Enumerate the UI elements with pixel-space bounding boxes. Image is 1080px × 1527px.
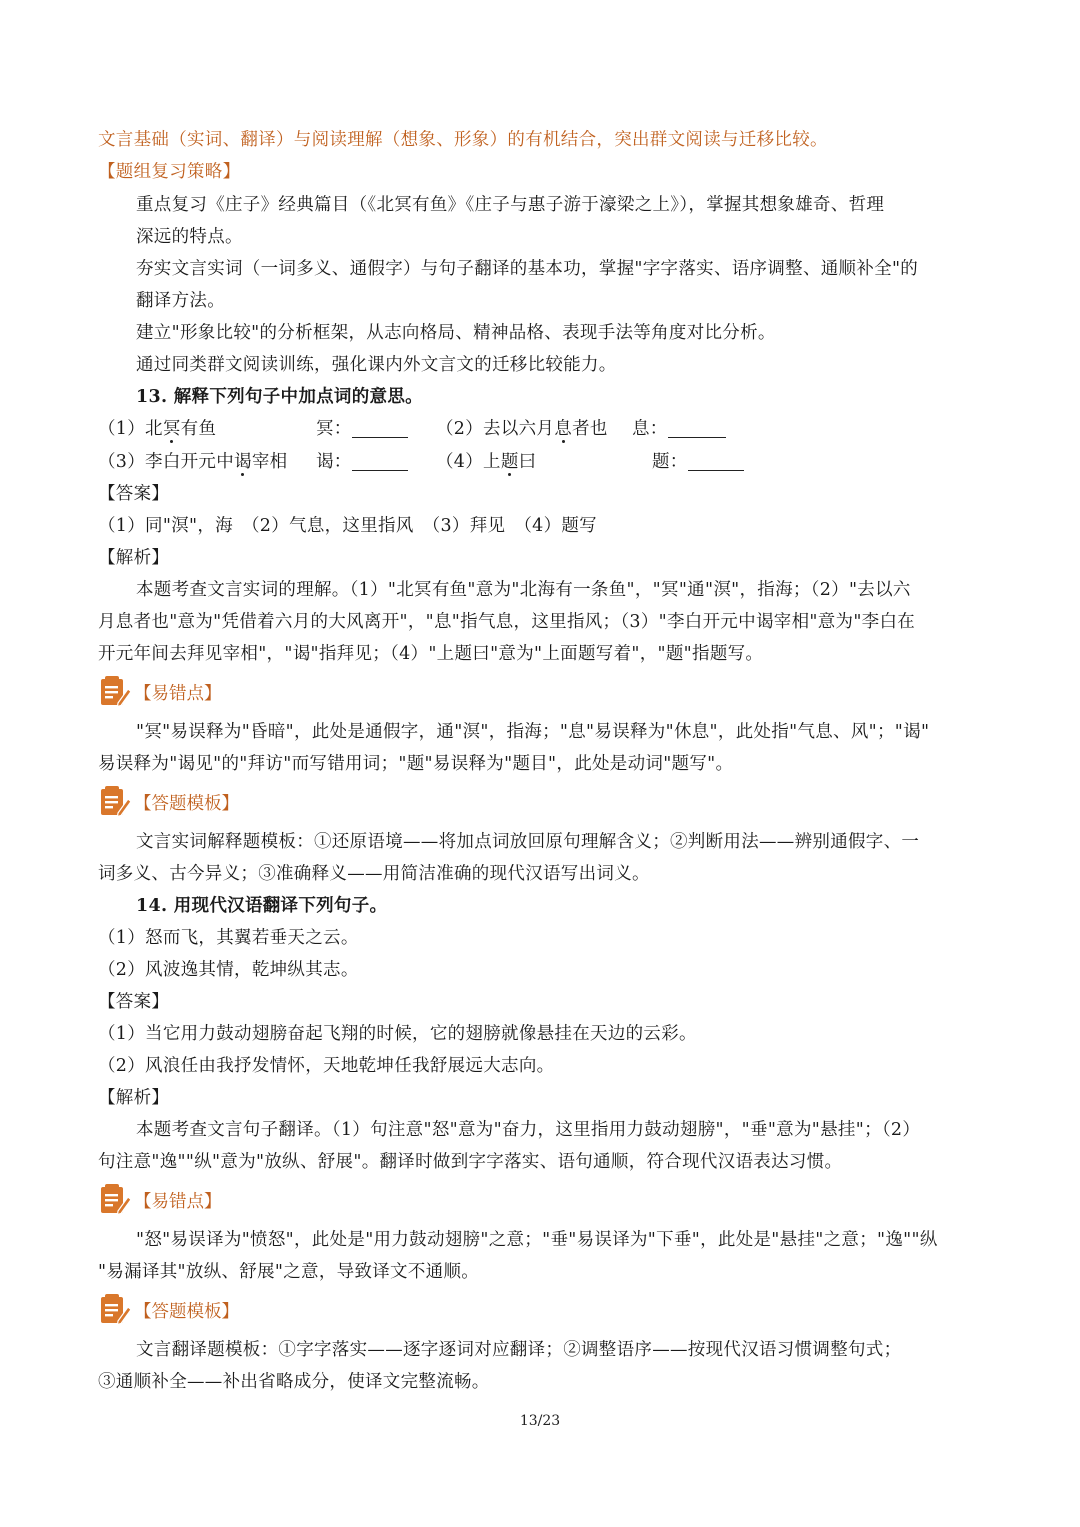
q13-item-2: （2）去以六月息者也 — [436, 419, 608, 439]
q14-template-line-1: 文言翻译题模板：①字字落实——逐字逐词对应翻译；②调整语序——按现代汉语习惯调整句式； — [136, 1340, 902, 1360]
q14-error-header — [98, 1182, 222, 1218]
q14-item-2: （2）风波逸其情，乾坤纵其志。 — [98, 960, 359, 980]
emphasis-dot-char: 题 — [500, 452, 519, 472]
q14-answer-1: （1）当它用力鼓动翅膀奋起飞翔的时候，它的翅膀就像悬挂在天边的云彩。 — [98, 1024, 697, 1044]
note-pencil-icon — [98, 785, 132, 819]
q14-item-1: （1）怒而飞，其翼若垂天之云。 — [98, 928, 359, 948]
strategy-heading: 【题组复习策略】 — [98, 162, 241, 182]
intro-line: 文言基础（实词、翻译）与阅读理解（想象、形象）的有机结合，突出群文阅读与迁移比较。 — [98, 130, 828, 150]
strategy-paragraph-2: 夯实文言实词（一词多义、通假字）与句子翻译的基本功，掌握"字字落实、语序调整、通顺补全"的 — [136, 259, 919, 279]
q14-answer-2: （2）风浪任由我抒发情怀，天地乾坤任我舒展远大志向。 — [98, 1056, 555, 1076]
q13-item-2-answer: 息： — [632, 413, 726, 445]
q13-template-heading: 【答题模板】 — [134, 793, 239, 814]
note-pencil-icon — [98, 1293, 132, 1327]
q13-error-heading: 【易错点】 — [134, 683, 222, 704]
q13-analysis-heading: 【解析】 — [98, 548, 170, 568]
note-pencil-icon — [98, 675, 132, 709]
q14-analysis-line-2: 句注意"逸""纵"意为"放纵、舒展"。翻译时做到字字落实、语句通顺，符合现代汉语表达习惯。 — [98, 1152, 843, 1172]
q13-error-header — [98, 674, 222, 710]
q14-template-heading: 【答题模板】 — [134, 1301, 239, 1322]
q14-template-line-2: ③通顺补全——补出省略成分，使译文完整流畅。 — [98, 1372, 490, 1392]
q13-item-1: （1）北冥有鱼 — [98, 419, 217, 439]
q14-error-line-2: "易漏译其"放纵、舒展"之意，导致译文不通顺。 — [98, 1262, 480, 1282]
q13-item-4-answer: 题： — [652, 446, 744, 478]
q13-template-header — [98, 784, 239, 820]
answer-blank[interactable] — [352, 417, 408, 438]
q13-item-4: （4）上题曰 — [436, 452, 537, 472]
q13-template-line-2: 词多义、古今异义；③准确释义——用简洁准确的现代汉语写出词义。 — [98, 864, 650, 884]
answer-blank[interactable] — [668, 417, 726, 438]
answer-blank[interactable] — [688, 450, 744, 471]
strategy-paragraph-4: 通过同类群文阅读训练，强化课内外文言文的迁移比较能力。 — [136, 355, 617, 375]
note-pencil-icon — [98, 1183, 132, 1217]
q14-error-heading: 【易错点】 — [134, 1191, 222, 1212]
q13-analysis-line-1: 本题考查文言实词的理解。（1）"北冥有鱼"意为"北海有一条鱼"，"冥"通"溟"，指海；（2）"去以六 — [136, 580, 911, 600]
q14-error-line-1: "怒"易误译为"愤怒"，此处是"用力鼓动翅膀"之意；"垂"易误译为"下垂"，此处是"悬挂"之意；"逸""纵 — [136, 1230, 938, 1250]
question-13-title: 13. 解释下列句子中加点词的意思。 — [136, 387, 423, 407]
q13-error-line-1: "冥"易误释为"昏暗"，此处是通假字，通"溟"，指海；"息"易误释为"休息"，此处指"气息、风"；"谒" — [136, 722, 930, 742]
q13-answer: （1）同"溟"，海 （2）气息，这里指风 （3）拜见 （4）题写 — [98, 516, 597, 536]
answer-blank[interactable] — [352, 450, 408, 471]
q13-answer-heading: 【答案】 — [98, 484, 170, 504]
strategy-paragraph-2-cont: 翻译方法。 — [136, 291, 225, 311]
q13-item-3: （3）李白开元中谒宰相 — [98, 452, 288, 472]
q13-item-1-answer: 冥： — [316, 413, 408, 445]
strategy-paragraph-3: 建立"形象比较"的分析框架，从志向格局、精神品格、表现手法等角度对比分析。 — [136, 323, 776, 343]
q13-analysis-line-2: 月息者也"意为"凭借着六月的大风离开"，"息"指气息，这里指风；（3）"李白开元中谒宰相"意为"李白在 — [98, 612, 916, 632]
question-14-title: 14. 用现代汉语翻译下列句子。 — [136, 896, 388, 916]
page-number: 13/23 — [519, 1413, 561, 1429]
emphasis-dot-char: 谒 — [234, 452, 252, 472]
q14-answer-heading: 【答案】 — [98, 992, 170, 1012]
q14-analysis-heading: 【解析】 — [98, 1088, 170, 1108]
strategy-paragraph-1: 重点复习《庄子》经典篇目（《北冥有鱼》《庄子与惠子游于濠梁之上》），掌握其想象雄奇、哲理 — [136, 195, 885, 215]
emphasis-dot-char: 冥 — [162, 419, 181, 439]
q14-template-header — [98, 1292, 239, 1328]
q13-item-3-answer: 谒： — [316, 446, 408, 478]
q13-template-line-1: 文言实词解释题模板：①还原语境——将加点词放回原句理解含义；②判断用法——辨别通假字、一 — [136, 832, 920, 852]
q14-analysis-line-1: 本题考查文言句子翻译。（1）句注意"怒"意为"奋力，这里指用力鼓动翅膀"，"垂"意为"悬挂"；（2） — [136, 1120, 921, 1140]
q13-analysis-line-3: 开元年间去拜见宰相"，"谒"指拜见；（4）"上题曰"意为"上面题写着"，"题"指题写。 — [98, 644, 764, 664]
q13-error-line-2: 易误释为"谒见"的"拜访"而写错用词；"题"易误释为"题目"，此处是动词"题写"。 — [98, 754, 734, 774]
emphasis-dot-char: 息 — [554, 419, 573, 439]
strategy-paragraph-1-cont: 深远的特点。 — [136, 227, 243, 247]
